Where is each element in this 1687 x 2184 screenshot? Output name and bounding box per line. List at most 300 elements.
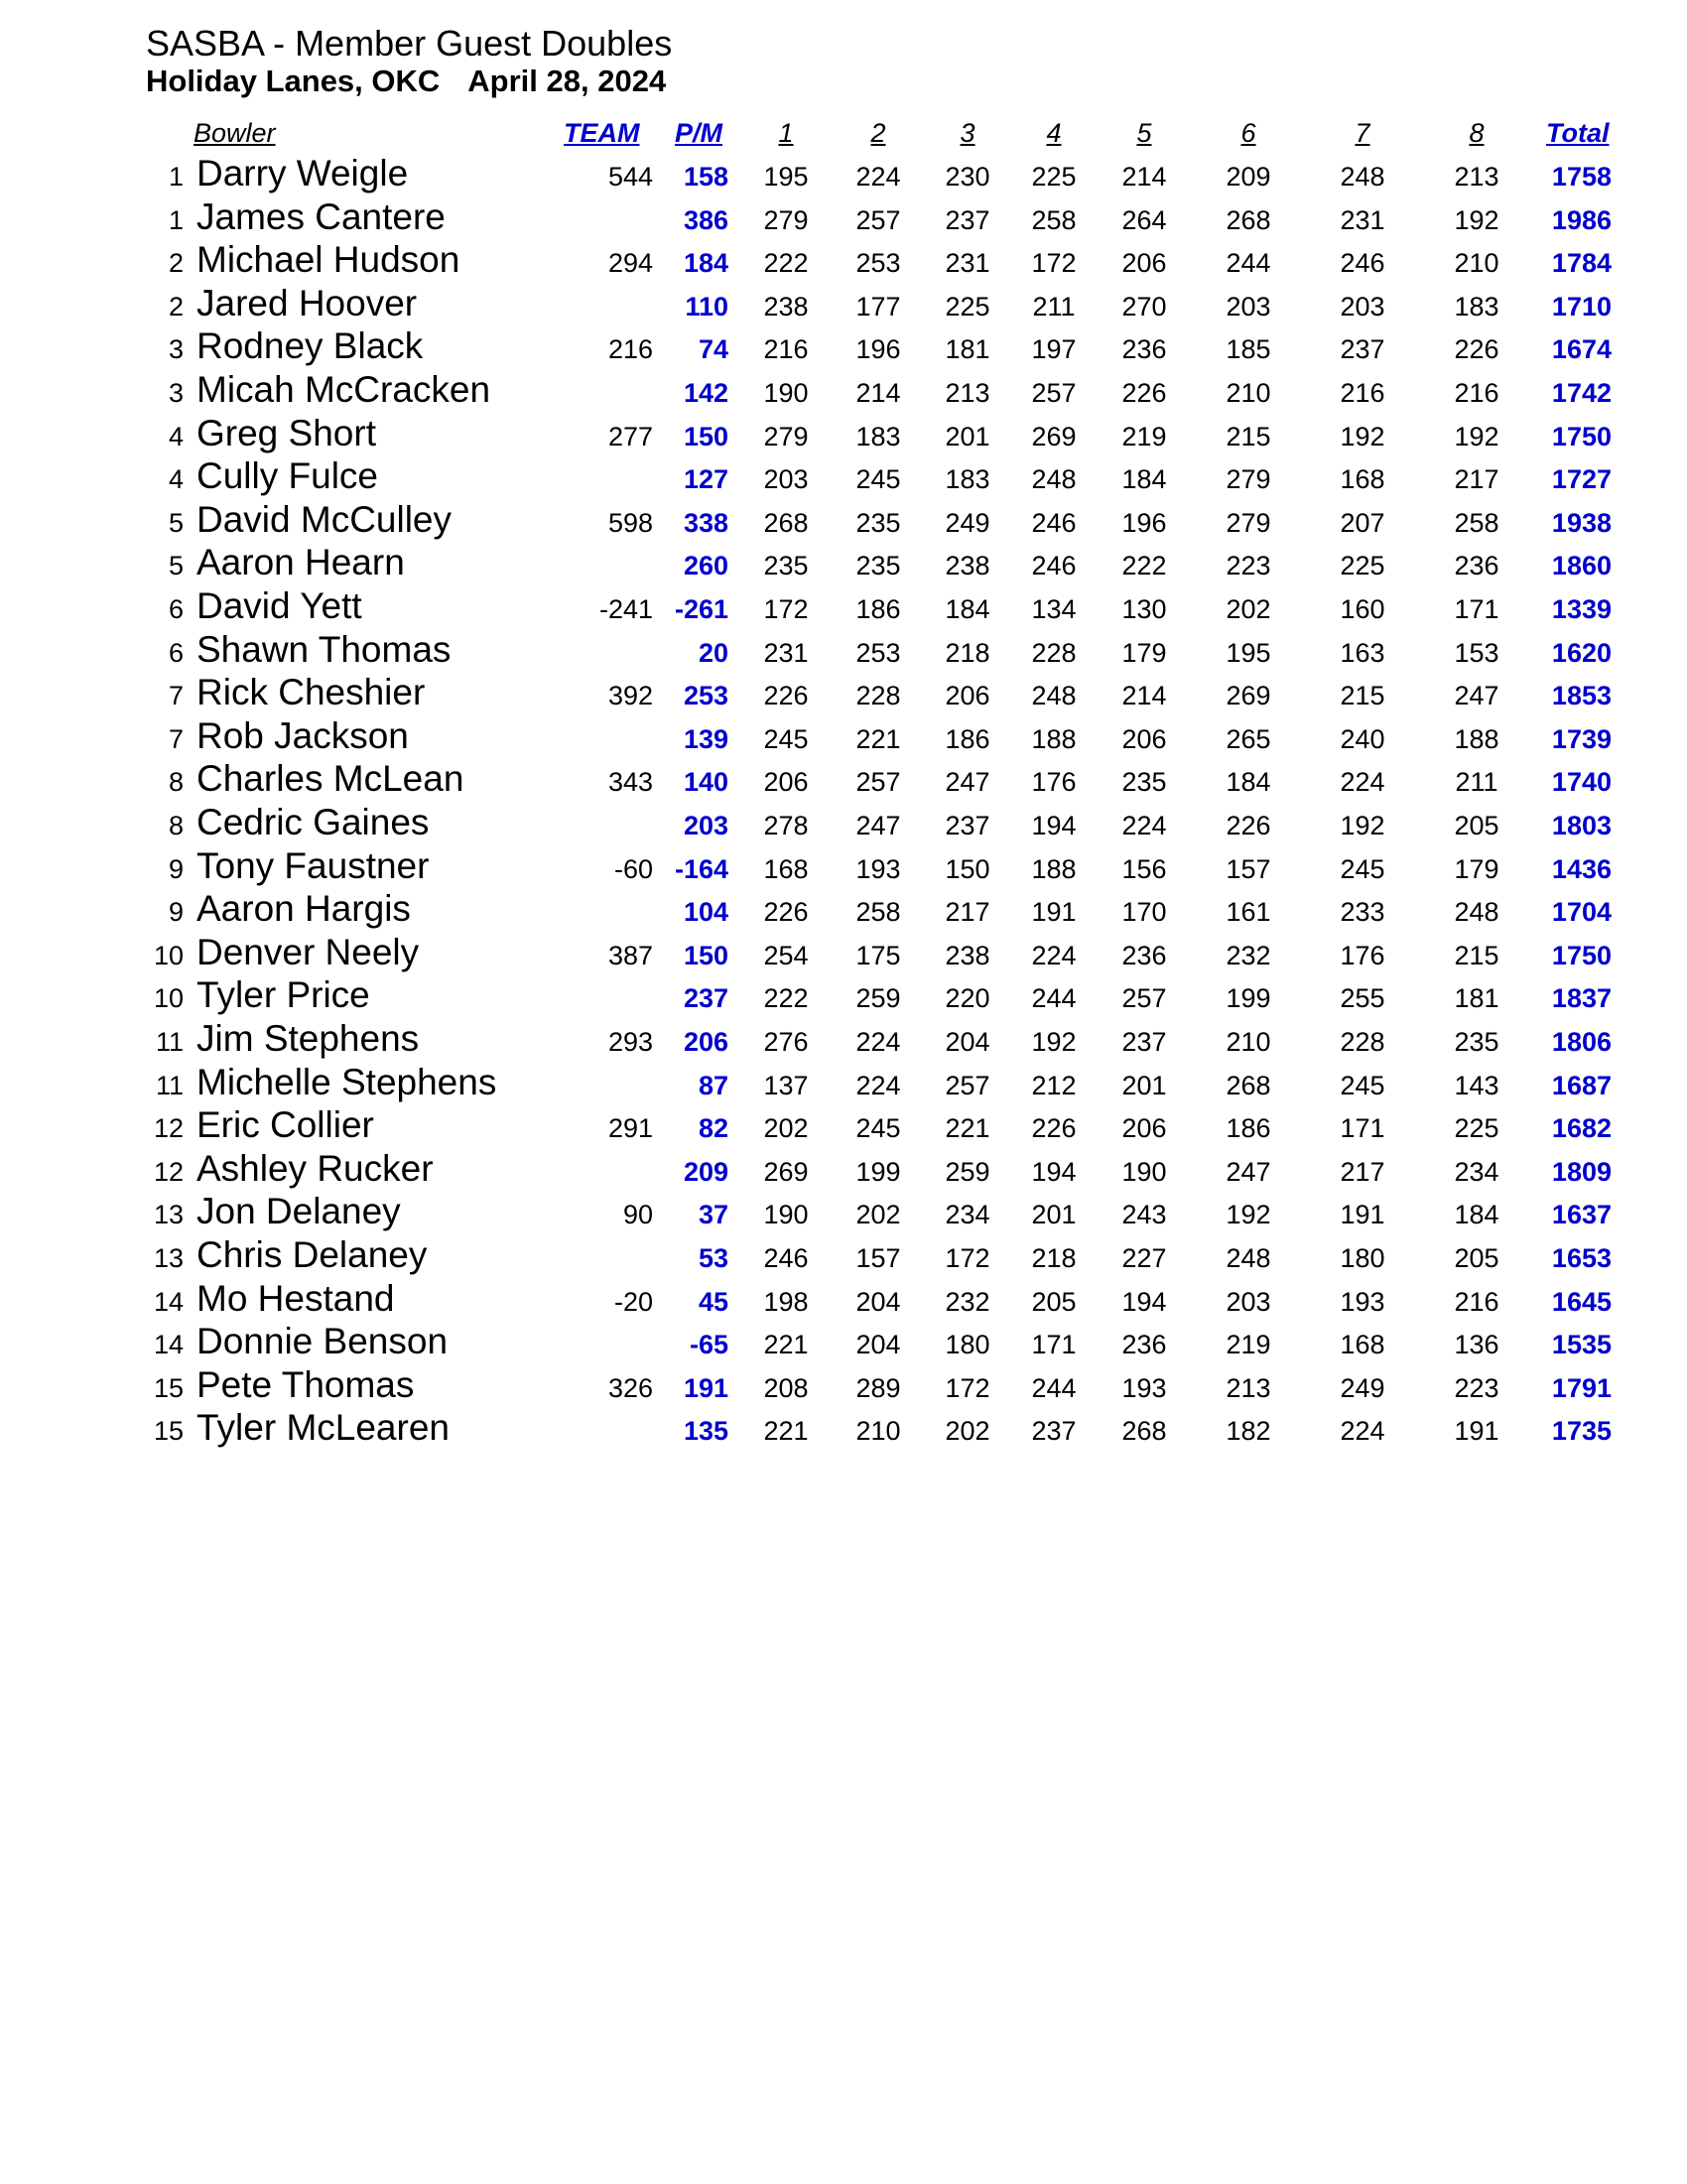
game-6-score: 219 [1226, 1330, 1271, 1360]
game-4-score: 188 [1031, 853, 1077, 884]
team-score: 277 [607, 421, 653, 451]
game-2-score: 175 [855, 940, 901, 970]
game-8-score: 216 [1454, 378, 1499, 408]
game-2-score: 257 [855, 204, 901, 235]
game-3-score: 230 [945, 162, 990, 192]
game-7-score: 215 [1340, 681, 1385, 711]
game-1-score: 172 [763, 594, 809, 624]
bowler-name: Cully Fulce [196, 455, 378, 497]
place-rank: 7 [168, 723, 184, 754]
game-8-score: 192 [1454, 204, 1499, 235]
plus-minus: 142 [683, 378, 728, 408]
table-row [0, 1192, 1687, 1235]
game-4-score: 228 [1031, 637, 1077, 668]
plus-minus: 191 [683, 1372, 728, 1403]
table-row [0, 673, 1687, 716]
team-score: 90 [622, 1200, 653, 1230]
game-1-score: 231 [763, 637, 809, 668]
game-7-score: 237 [1340, 334, 1385, 365]
event-date: April 28, 2024 [467, 64, 667, 98]
place-rank: 14 [153, 1330, 184, 1360]
game-4-score: 225 [1031, 162, 1077, 192]
bowler-name: James Cantere [196, 195, 446, 237]
team-score: -241 [598, 594, 653, 624]
game-7-score: 160 [1340, 594, 1385, 624]
place-rank: 11 [155, 1070, 184, 1100]
plus-minus: 184 [683, 248, 728, 279]
game-4-score: 201 [1031, 1200, 1077, 1230]
total-score: 1535 [1551, 1330, 1612, 1360]
team-score [536, 1408, 653, 1452]
game-2-score: 224 [855, 162, 901, 192]
bowler-name: Tyler McLearen [196, 1407, 450, 1449]
game-2-score: 202 [855, 1200, 901, 1230]
plus-minus: 20 [698, 637, 728, 668]
game-1-score: 198 [763, 1286, 809, 1317]
game-5-score: 235 [1121, 767, 1167, 798]
game-8-score: 171 [1454, 594, 1499, 624]
table-row [0, 326, 1687, 370]
game-7-score: 228 [1340, 1027, 1385, 1057]
game-2-score: 228 [855, 681, 901, 711]
game-3-score: 247 [945, 767, 990, 798]
total-score: 1750 [1551, 940, 1612, 970]
total-score: 1742 [1551, 378, 1612, 408]
game-3-score: 231 [945, 248, 990, 279]
total-score: 1784 [1551, 248, 1612, 279]
game-7-score: 224 [1340, 1416, 1385, 1447]
game-3-score: 213 [945, 378, 990, 408]
table-row [0, 1063, 1687, 1106]
game-3-score: 238 [945, 551, 990, 581]
game-4-score: 226 [1031, 1113, 1077, 1144]
game-3-score: 249 [945, 507, 990, 538]
game-1-score: 221 [763, 1330, 809, 1360]
game-3-score: 220 [945, 983, 990, 1014]
game-3-score: 221 [945, 1113, 990, 1144]
place-rank: 13 [153, 1243, 184, 1273]
game-8-score: 205 [1454, 1243, 1499, 1273]
plus-minus: 139 [683, 723, 728, 754]
place-rank: 9 [168, 897, 184, 928]
table-row [0, 1322, 1687, 1365]
game-1-score: 216 [763, 334, 809, 365]
game-4-score: 244 [1031, 1372, 1077, 1403]
game-6-score: 268 [1226, 204, 1271, 235]
game-4-score: 212 [1031, 1070, 1077, 1100]
bowler-name: Aaron Hargis [196, 888, 411, 930]
bowler-name: Michael Hudson [196, 239, 460, 281]
table-row [0, 759, 1687, 803]
team-score: 387 [607, 940, 653, 970]
game-1-score: 208 [763, 1372, 809, 1403]
game-8-score: 216 [1454, 1286, 1499, 1317]
game-3-score: 172 [945, 1243, 990, 1273]
game-5-score: 268 [1121, 1416, 1167, 1447]
game-4-score: 197 [1031, 334, 1077, 365]
game-5-score: 236 [1121, 1330, 1167, 1360]
game-8-score: 153 [1454, 637, 1499, 668]
game-8-score: 136 [1454, 1330, 1499, 1360]
header-game-7: 7 [1355, 118, 1370, 148]
game-6-score: 192 [1226, 1200, 1271, 1230]
game-2-score: 257 [855, 767, 901, 798]
game-7-score: 249 [1340, 1372, 1385, 1403]
total-score: 1758 [1551, 162, 1612, 192]
game-7-score: 217 [1340, 1156, 1385, 1187]
game-7-score: 193 [1340, 1286, 1385, 1317]
game-6-score: 203 [1226, 291, 1271, 321]
game-8-score: 184 [1454, 1200, 1499, 1230]
plus-minus: 104 [683, 897, 728, 928]
total-score: 1645 [1551, 1286, 1612, 1317]
bowler-name: Shawn Thomas [196, 628, 452, 670]
game-1-score: 195 [763, 162, 809, 192]
plus-minus: 150 [683, 940, 728, 970]
header-game-3: 3 [960, 118, 975, 148]
header-bowler: Bowler [194, 118, 276, 148]
game-8-score: 211 [1455, 767, 1498, 798]
game-4-score: 248 [1031, 464, 1077, 495]
game-5-score: 214 [1121, 681, 1167, 711]
bowler-name: Jim Stephens [196, 1018, 420, 1059]
bowler-name: Ashley Rucker [196, 1147, 434, 1189]
place-rank: 8 [168, 811, 184, 840]
total-score: 1735 [1551, 1416, 1612, 1447]
plus-minus: 150 [683, 421, 728, 451]
team-score [536, 543, 653, 586]
game-8-score: 143 [1454, 1070, 1499, 1100]
game-7-score: 191 [1340, 1200, 1385, 1230]
game-2-score: 245 [855, 1113, 901, 1144]
game-8-score: 210 [1454, 248, 1499, 279]
total-score: 1710 [1551, 291, 1612, 321]
bowler-name: Darry Weigle [196, 153, 409, 193]
game-2-score: 247 [855, 811, 901, 840]
game-4-score: 194 [1031, 1156, 1077, 1187]
team-score: 293 [607, 1027, 653, 1057]
team-score: 326 [607, 1372, 653, 1403]
header-pm: P/M [675, 118, 723, 148]
bowler-name: Tony Faustner [196, 844, 430, 886]
place-rank: 1 [168, 162, 184, 192]
game-7-score: 163 [1340, 637, 1385, 668]
header-game-4: 4 [1046, 118, 1062, 148]
total-score: 1837 [1551, 983, 1612, 1014]
game-1-score: 203 [763, 464, 809, 495]
place-rank: 1 [168, 204, 184, 235]
bowler-name: Rick Cheshier [196, 672, 426, 713]
bowler-name: Jared Hoover [196, 282, 418, 323]
bowler-name: David Yett [196, 585, 362, 626]
game-5-score: 130 [1121, 594, 1167, 624]
game-3-score: 257 [945, 1070, 990, 1100]
game-2-score: 235 [855, 507, 901, 538]
table-row [0, 975, 1687, 1019]
plus-minus: 260 [683, 551, 728, 581]
team-score: 291 [607, 1113, 653, 1144]
plus-minus: 206 [683, 1027, 728, 1057]
game-3-score: 150 [945, 853, 990, 884]
plus-minus: 53 [698, 1243, 728, 1273]
team-score [536, 803, 653, 846]
game-5-score: 214 [1121, 162, 1167, 192]
game-1-score: 246 [763, 1243, 809, 1273]
total-score: 1806 [1551, 1027, 1612, 1057]
game-5-score: 236 [1121, 334, 1167, 365]
game-4-score: 134 [1031, 594, 1077, 624]
game-7-score: 233 [1340, 897, 1385, 928]
place-rank: 6 [168, 594, 184, 624]
game-2-score: 193 [855, 853, 901, 884]
team-score [536, 716, 653, 760]
team-score [536, 630, 653, 674]
place-rank: 10 [153, 940, 184, 970]
bowler-name: Rob Jackson [196, 714, 409, 756]
game-8-score: 226 [1454, 334, 1499, 365]
bowler-name: Michelle Stephens [196, 1061, 497, 1102]
game-5-score: 201 [1121, 1070, 1167, 1100]
game-1-score: 226 [763, 681, 809, 711]
place-rank: 6 [168, 637, 184, 668]
plus-minus: -164 [674, 853, 728, 884]
total-score: 1853 [1551, 681, 1612, 711]
game-1-score: 221 [763, 1416, 809, 1447]
game-3-score: 181 [945, 334, 990, 365]
game-5-score: 270 [1121, 291, 1167, 321]
total-score: 1704 [1551, 897, 1612, 928]
game-3-score: 259 [945, 1156, 990, 1187]
game-2-score: 224 [855, 1027, 901, 1057]
game-1-score: 235 [763, 551, 809, 581]
game-5-score: 170 [1121, 897, 1167, 928]
bowler-name: Pete Thomas [196, 1363, 415, 1405]
game-2-score: 258 [855, 897, 901, 928]
table-row [0, 456, 1687, 500]
game-2-score: 196 [855, 334, 901, 365]
game-4-score: 194 [1031, 811, 1077, 840]
game-6-score: 210 [1226, 378, 1271, 408]
game-3-score: 232 [945, 1286, 990, 1317]
game-2-score: 199 [855, 1156, 901, 1187]
total-score: 1750 [1551, 421, 1612, 451]
header-team: TEAM [564, 118, 640, 148]
game-3-score: 202 [945, 1416, 990, 1447]
total-score: 1674 [1551, 334, 1612, 365]
game-6-score: 161 [1226, 897, 1271, 928]
game-2-score: 183 [855, 421, 901, 451]
game-3-score: 204 [945, 1027, 990, 1057]
place-rank: 7 [168, 681, 184, 711]
game-4-score: 257 [1031, 378, 1077, 408]
bowler-name: Micah McCracken [196, 369, 491, 410]
bowler-name: Donnie Benson [196, 1321, 449, 1362]
game-1-score: 279 [763, 204, 809, 235]
game-1-score: 278 [763, 811, 809, 840]
game-6-score: 279 [1226, 464, 1271, 495]
game-2-score: 177 [855, 291, 901, 321]
game-6-score: 247 [1226, 1156, 1271, 1187]
game-1-score: 268 [763, 507, 809, 538]
game-8-score: 248 [1454, 897, 1499, 928]
team-score [536, 1235, 653, 1279]
game-8-score: 235 [1454, 1027, 1499, 1057]
plus-minus: 127 [683, 464, 728, 495]
table-row [0, 414, 1687, 457]
location: Holiday Lanes, OKC [146, 64, 441, 98]
game-1-score: 190 [763, 1200, 809, 1230]
game-8-score: 217 [1454, 464, 1499, 495]
plus-minus: 87 [698, 1070, 728, 1100]
game-1-score: 276 [763, 1027, 809, 1057]
game-3-score: 217 [945, 897, 990, 928]
header-game-2: 2 [870, 118, 886, 148]
plus-minus: 45 [698, 1286, 728, 1317]
game-2-score: 186 [855, 594, 901, 624]
game-2-score: 259 [855, 983, 901, 1014]
place-rank: 4 [168, 421, 184, 451]
table-row [0, 197, 1687, 241]
game-4-score: 172 [1031, 248, 1077, 279]
place-rank: 8 [168, 767, 184, 798]
game-4-score: 269 [1031, 421, 1077, 451]
plus-minus: 158 [683, 162, 728, 192]
game-3-score: 172 [945, 1372, 990, 1403]
place-rank: 10 [153, 983, 184, 1014]
game-1-score: 222 [763, 248, 809, 279]
game-1-score: 245 [763, 723, 809, 754]
game-8-score: 236 [1454, 551, 1499, 581]
game-6-score: 157 [1226, 853, 1271, 884]
total-score: 1687 [1551, 1070, 1612, 1100]
game-7-score: 192 [1340, 421, 1385, 451]
game-8-score: 215 [1454, 940, 1499, 970]
game-6-score: 186 [1226, 1113, 1271, 1144]
table-row [0, 1365, 1687, 1409]
game-5-score: 257 [1121, 983, 1167, 1014]
plus-minus: 74 [698, 334, 728, 365]
game-6-score: 185 [1226, 334, 1271, 365]
plus-minus: 135 [683, 1416, 728, 1447]
game-5-score: 206 [1121, 1113, 1167, 1144]
bowler-name: Eric Collier [196, 1104, 374, 1146]
game-4-score: 246 [1031, 507, 1077, 538]
game-2-score: 253 [855, 248, 901, 279]
game-7-score: 216 [1340, 378, 1385, 408]
team-score [536, 284, 653, 327]
game-7-score: 245 [1340, 853, 1385, 884]
game-5-score: 184 [1121, 464, 1167, 495]
game-5-score: 264 [1121, 204, 1167, 235]
team-score [536, 1063, 653, 1106]
table-row [0, 630, 1687, 674]
game-8-score: 192 [1454, 421, 1499, 451]
total-score: 1803 [1551, 811, 1612, 840]
game-2-score: 245 [855, 464, 901, 495]
game-4-score: 224 [1031, 940, 1077, 970]
game-5-score: 222 [1121, 551, 1167, 581]
total-score: 1653 [1551, 1243, 1612, 1273]
table-row [0, 500, 1687, 544]
game-5-score: 196 [1121, 507, 1167, 538]
plus-minus: 237 [683, 983, 728, 1014]
game-2-score: 235 [855, 551, 901, 581]
game-2-score: 224 [855, 1070, 901, 1100]
game-6-score: 202 [1226, 594, 1271, 624]
game-3-score: 206 [945, 681, 990, 711]
game-7-score: 207 [1340, 507, 1385, 538]
team-score [536, 370, 653, 414]
document-title: SASBA - Member Guest Doubles [146, 23, 673, 64]
game-6-score: 182 [1226, 1416, 1271, 1447]
table-row [0, 803, 1687, 846]
game-4-score: 176 [1031, 767, 1077, 798]
game-1-score: 226 [763, 897, 809, 928]
game-3-score: 201 [945, 421, 990, 451]
game-6-score: 184 [1226, 767, 1271, 798]
game-6-score: 232 [1226, 940, 1271, 970]
team-score: 294 [607, 248, 653, 279]
place-rank: 3 [168, 334, 184, 365]
total-score: 1339 [1551, 594, 1612, 624]
total-score: 1739 [1551, 723, 1612, 754]
table-row [0, 889, 1687, 933]
place-rank: 3 [168, 378, 184, 408]
team-score [536, 197, 653, 241]
header-game-6: 6 [1240, 118, 1256, 148]
game-2-score: 214 [855, 378, 901, 408]
game-2-score: 253 [855, 637, 901, 668]
table-row [0, 1235, 1687, 1279]
game-3-score: 238 [945, 940, 990, 970]
game-7-score: 171 [1340, 1113, 1385, 1144]
place-rank: 9 [168, 853, 184, 884]
game-5-score: 156 [1121, 853, 1167, 884]
game-7-score: 180 [1340, 1243, 1385, 1273]
game-5-score: 190 [1121, 1156, 1167, 1187]
game-7-score: 203 [1340, 291, 1385, 321]
game-8-score: 179 [1454, 853, 1499, 884]
game-1-score: 254 [763, 940, 809, 970]
game-3-score: 234 [945, 1200, 990, 1230]
team-score: -20 [613, 1286, 653, 1317]
place-rank: 15 [153, 1416, 184, 1447]
team-score [536, 456, 653, 500]
game-8-score: 225 [1454, 1113, 1499, 1144]
game-6-score: 195 [1226, 637, 1271, 668]
game-1-score: 238 [763, 291, 809, 321]
game-3-score: 186 [945, 723, 990, 754]
bowler-name: Greg Short [196, 412, 376, 453]
bowler-name: Chris Delaney [196, 1234, 428, 1275]
game-3-score: 237 [945, 811, 990, 840]
game-6-score: 226 [1226, 811, 1271, 840]
plus-minus: 338 [683, 507, 728, 538]
table-row [0, 543, 1687, 586]
game-5-score: 224 [1121, 811, 1167, 840]
table-row [0, 586, 1687, 630]
table-row [0, 240, 1687, 284]
game-5-score: 219 [1121, 421, 1167, 451]
game-3-score: 237 [945, 204, 990, 235]
place-rank: 2 [168, 248, 184, 279]
game-8-score: 205 [1454, 811, 1499, 840]
game-4-score: 237 [1031, 1416, 1077, 1447]
game-4-score: 218 [1031, 1243, 1077, 1273]
game-8-score: 247 [1454, 681, 1499, 711]
place-rank: 4 [168, 464, 184, 495]
game-4-score: 211 [1032, 291, 1076, 321]
